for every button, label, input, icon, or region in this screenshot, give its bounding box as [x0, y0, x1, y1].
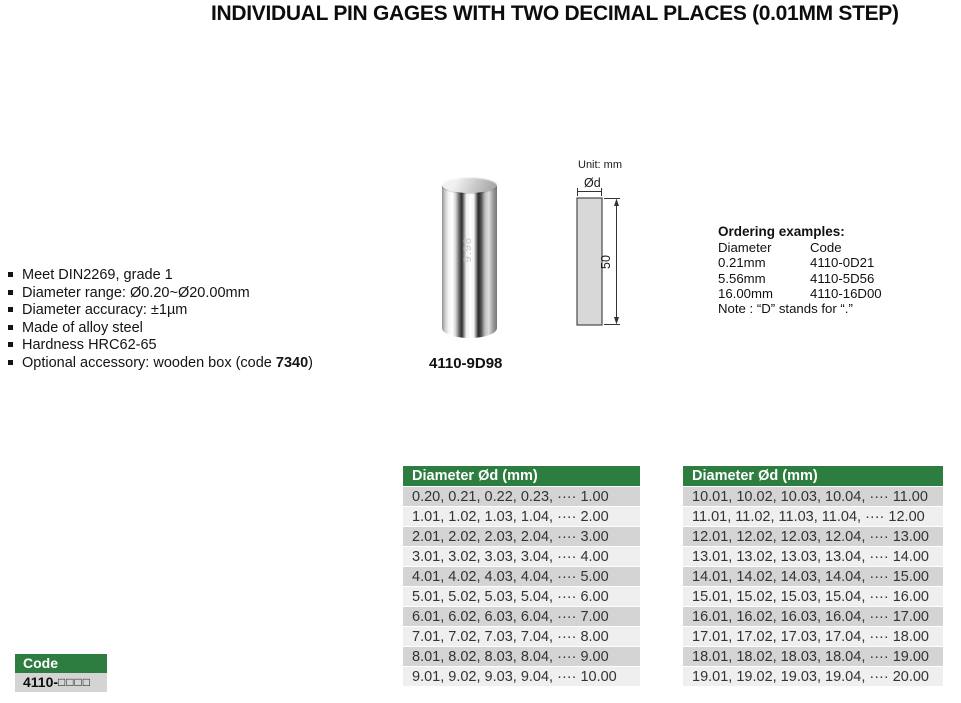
table-header: Diameter Ød (mm) [403, 466, 640, 487]
feature-text: Diameter accuracy: ±1µm [22, 302, 188, 319]
length-dim-label: 50 [599, 255, 613, 269]
ordering-diameter: 0.21mm [718, 255, 766, 271]
accessory-code: 7340 [275, 354, 309, 371]
feature-list [8, 267, 313, 373]
ordering-code: 4110-0D21 [810, 255, 875, 271]
table-row: 1.01, 1.02, 1.03, 1.04, ···· 2.00 [403, 507, 640, 527]
feature-item [8, 355, 313, 373]
table-row: 10.01, 10.02, 10.03, 10.04, ···· 11.00 [683, 487, 943, 507]
pin-gage-photo [442, 185, 497, 338]
ordering-code: 4110-5D56 [810, 270, 875, 286]
table-row: 7.01, 7.02, 7.03, 7.04, ···· 8.00 [403, 627, 640, 647]
feature-item [8, 285, 313, 303]
ordering-row [718, 255, 928, 270]
feature-text: Diameter range: Ø0.20~Ø20.00mm [22, 284, 250, 301]
table-row: 18.01, 18.02, 18.03, 18.04, ···· 19.00 [683, 647, 943, 667]
feature-text: ) [308, 354, 314, 371]
ordering-diameter: 5.56mm [718, 270, 766, 286]
page-title: INDIVIDUAL PIN GAGES WITH TWO DECIMAL PLACES (0.01MM STEP) [211, 2, 899, 25]
ordering-row [718, 271, 928, 286]
ordering-note: Note : “D” stands for “.” [718, 301, 853, 317]
feature-item [8, 320, 313, 338]
arrow-down-icon [614, 317, 619, 325]
ordering-row [718, 286, 928, 301]
ordering-code: 4110-16D00 [810, 285, 882, 301]
feature-item [8, 337, 313, 355]
table-row: 19.01, 19.02, 19.03, 19.04, ···· 20.00 [683, 667, 943, 687]
unit-label: Unit: mm [578, 159, 622, 171]
table-row: 11.01, 11.02, 11.03, 11.04, ···· 12.00 [683, 507, 943, 527]
feature-text: Hardness HRC62-65 [22, 337, 157, 354]
feature-item [8, 302, 313, 320]
feature-item [8, 267, 313, 285]
table-row: 17.01, 17.02, 17.03, 17.04, ···· 18.00 [683, 627, 943, 647]
table-row: 13.01, 13.02, 13.03, 13.04, ···· 14.00 [683, 547, 943, 567]
ordering-col-diameter: Diameter [718, 240, 772, 255]
table-header: Diameter Ød (mm) [683, 466, 943, 487]
feature-text: Optional accessory: wooden box (code [22, 354, 276, 371]
product-model-label: 4110-9D98 [429, 355, 503, 372]
diameter-dim-label: Ød [584, 176, 601, 190]
code-box-header: Code [15, 654, 107, 673]
dimension-drawing [568, 155, 644, 337]
table-row: 4.01, 4.02, 4.03, 4.04, ···· 5.00 [403, 567, 640, 587]
bullet-square-icon [8, 290, 13, 295]
table-row: 15.01, 15.02, 15.03, 15.04, ···· 16.00 [683, 587, 943, 607]
table-row: 3.01, 3.02, 3.03, 3.04, ···· 4.00 [403, 547, 640, 567]
ordering-header-row [718, 240, 928, 255]
arrow-up-icon [614, 199, 619, 207]
bullet-square-icon [8, 360, 13, 365]
table-row: 0.20, 0.21, 0.22, 0.23, ···· 1.00 [403, 487, 640, 507]
pin-engraving-text: 9.98 [462, 237, 474, 263]
ordering-examples [718, 223, 928, 316]
table-row: 6.01, 6.02, 6.03, 6.04, ···· 7.00 [403, 607, 640, 627]
table-row: 16.01, 16.02, 16.03, 16.04, ···· 17.00 [683, 607, 943, 627]
feature-text: Meet DIN2269, grade 1 [22, 267, 173, 283]
bullet-square-icon [8, 342, 13, 347]
table-row: 5.01, 5.02, 5.03, 5.04, ···· 6.00 [403, 587, 640, 607]
table-row: 8.01, 8.02, 8.03, 8.04, ···· 9.00 [403, 647, 640, 667]
bullet-square-icon [8, 307, 13, 312]
pin-gage-top-face [442, 177, 497, 193]
ordering-col-code: Code [810, 240, 842, 255]
table-row: 12.01, 12.02, 12.03, 12.04, ···· 13.00 [683, 527, 943, 547]
diameter-table-right [683, 466, 943, 687]
code-box-value [15, 673, 107, 692]
bullet-square-icon [8, 272, 13, 277]
code-placeholder-squares: □□□□ [58, 675, 92, 689]
diameter-table-left [403, 466, 640, 687]
ordering-title: Ordering examples: [718, 224, 845, 239]
table-row: 9.01, 9.02, 9.03, 9.04, ···· 10.00 [403, 667, 640, 687]
table-row: 14.01, 14.02, 14.03, 14.04, ···· 15.00 [683, 567, 943, 587]
table-row: 2.01, 2.02, 2.03, 2.04, ···· 3.00 [403, 527, 640, 547]
feature-text: Made of alloy steel [22, 319, 143, 336]
bullet-square-icon [8, 325, 13, 330]
ordering-diameter: 16.00mm [718, 285, 773, 301]
code-box [15, 654, 107, 692]
code-prefix: 4110- [23, 674, 59, 690]
